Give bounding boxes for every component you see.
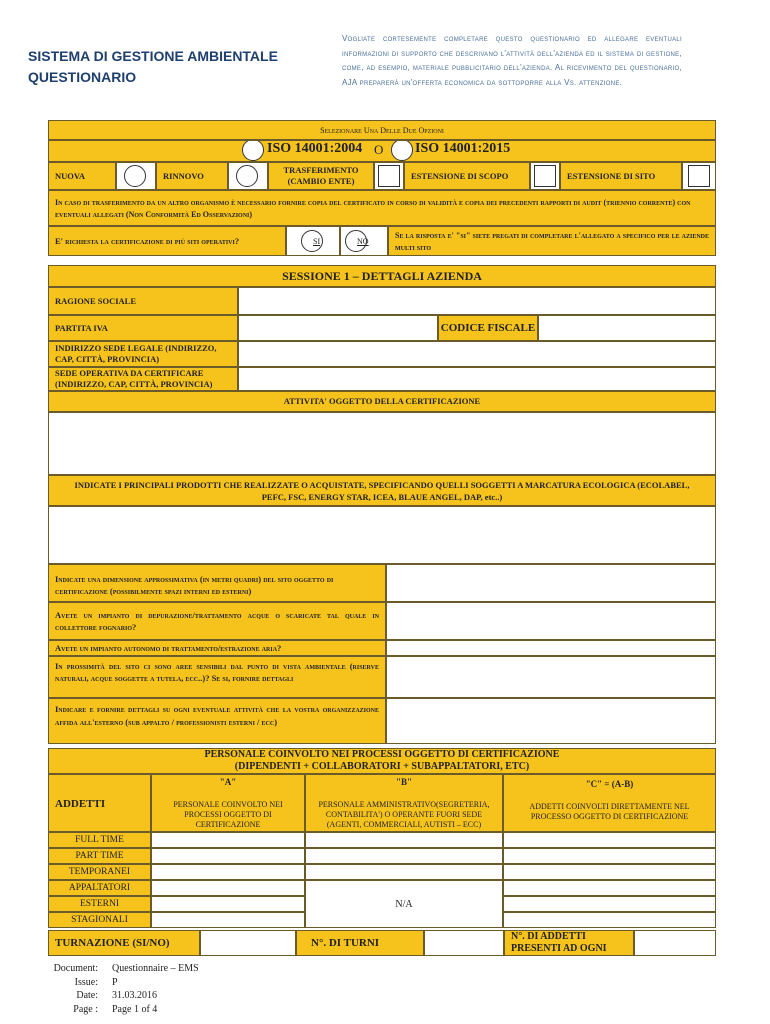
- cell-b-part-time[interactable]: [305, 848, 503, 864]
- iso-2004-label: ISO 14001:2004: [267, 141, 363, 156]
- col-a-header: [151, 774, 305, 832]
- aree-sensibili-question: In prossimità del sito ci sono aree sensibili dal punto di vista ambientale (riserve naturali, acque soggette a tutela, ecc..)? Se si, fornire dettagli: [48, 656, 386, 698]
- ragione-sociale-field[interactable]: [238, 287, 716, 315]
- depurazione-field[interactable]: [386, 602, 716, 640]
- turnazione-label: TURNAZIONE (SI/NO): [48, 930, 200, 956]
- dimensione-field[interactable]: [386, 564, 716, 602]
- codice-fiscale-label: CODICE FISCALE: [438, 315, 538, 341]
- cell-a-appaltatori[interactable]: [151, 880, 305, 896]
- aree-sensibili-field[interactable]: [386, 656, 716, 698]
- footer-page-key: Page :: [73, 1003, 98, 1015]
- cell-c-stagionali[interactable]: [503, 912, 716, 928]
- iso-2015-radio[interactable]: [391, 140, 413, 161]
- footer-document-key: Document:: [53, 963, 98, 974]
- cell-a-stagionali[interactable]: [151, 912, 305, 928]
- trasferimento-label: TRASFERIMENTO (CAMBIO ENTE): [268, 162, 374, 190]
- title-line-2: QUESTIONARIO: [28, 69, 137, 85]
- estensione-sito-choice[interactable]: [682, 162, 716, 190]
- col-b-header: [305, 774, 503, 832]
- cell-a-part-time[interactable]: [151, 848, 305, 864]
- trasferimento-choice[interactable]: [374, 162, 404, 190]
- estensione-scopo-choice[interactable]: [530, 162, 560, 190]
- attivita-label: ATTIVITA' OGGETTO DELLA CERTIFICAZIONE: [48, 391, 716, 412]
- personale-title-line-1: PERSONALE COINVOLTO NEI PROCESSI OGGETTO DI CERTIFICAZIONE: [204, 749, 560, 760]
- sede-operativa-field[interactable]: [238, 367, 716, 391]
- sede-legale-field[interactable]: [238, 341, 716, 367]
- row-label-part-time: PART TIME: [48, 848, 151, 864]
- addetti-label: ADDETTI: [55, 798, 106, 810]
- col-a-desc: PERSONALE COINVOLTO NEI PROCESSI OGGETTO DI CERTIFICAZIONE: [173, 800, 283, 829]
- document-footer: [40, 962, 199, 1016]
- footer-document-value: Questionnaire – EMS: [112, 963, 199, 974]
- personale-title-line-2: (DIPENDENTI + COLLABORATORI + SUBAPPALTATORI, ETC): [234, 761, 530, 772]
- rinnovo-label: RINNOVO: [156, 162, 228, 190]
- trattamento-aria-field[interactable]: [386, 640, 716, 656]
- cell-a-temporanei[interactable]: [151, 864, 305, 880]
- dimensione-question: Indicate una dimensione approssimativa (in metri quadri) del sito oggetto di certificazione (possibilmente spazi interni ed esterni): [48, 564, 386, 602]
- multi-site-question: E' richiesta la certificazione di più siti operativi?: [48, 226, 286, 256]
- turnazione-field[interactable]: [200, 930, 296, 956]
- multi-site-no-choice[interactable]: [340, 226, 388, 256]
- or-label: O: [374, 142, 384, 157]
- rinnovo-choice[interactable]: [228, 162, 268, 190]
- codice-fiscale-field[interactable]: [538, 315, 716, 341]
- ragione-sociale-label: RAGIONE SOCIALE: [48, 287, 238, 315]
- estensione-scopo-checkbox[interactable]: [534, 165, 556, 187]
- row-label-full-time: FULL TIME: [48, 832, 151, 848]
- estensione-sito-checkbox[interactable]: [688, 165, 710, 187]
- prodotti-field[interactable]: [48, 506, 716, 564]
- depurazione-question: Avete un impianto di depurazione/trattamento acque o scaricate tal quale in collettore fognario?: [48, 602, 386, 640]
- esterno-question: Indicare e fornire dettagli su ogni eventuale attività che la vostra organizzazione affida all'esterno (sub appalto / professionisti esterni / ecc): [48, 698, 386, 744]
- nuova-label: NUOVA: [48, 162, 116, 190]
- footer-date-value: 31.03.2016: [112, 990, 157, 1001]
- row-label-appaltatori: APPALTATORI: [48, 880, 151, 896]
- footer-issue-value: P: [112, 976, 118, 988]
- col-b-label: "B": [396, 777, 412, 787]
- iso-2015-label: ISO 14001:2015: [415, 141, 511, 156]
- nuova-radio[interactable]: [124, 165, 146, 187]
- iso-2004-radio[interactable]: [242, 140, 264, 161]
- cell-c-temporanei[interactable]: [503, 864, 716, 880]
- row-label-esterni: ESTERNI: [48, 896, 151, 912]
- multi-site-note: Se la risposta e' "si" siete pregati di completare l'allegato a specifico per le aziende multi sito: [388, 226, 716, 256]
- cell-c-full-time[interactable]: [503, 832, 716, 848]
- footer-page-value: Page 1 of 4: [112, 1003, 158, 1015]
- partita-iva-label: PARTITA IVA: [48, 315, 238, 341]
- col-a-label: "A": [219, 777, 237, 787]
- nuova-choice[interactable]: [116, 162, 156, 190]
- transfer-note: In caso di trasferimento da un altro organismo è necessario fornire copia del certificato in corso di validità e copia dei precedenti rapporti di audit (triennio corrente) con eventuali allegati (Non Conformità Ed Osservazioni): [48, 190, 716, 226]
- trasferimento-checkbox[interactable]: [378, 165, 400, 187]
- cell-b-full-time[interactable]: [305, 832, 503, 848]
- esterno-field[interactable]: [386, 698, 716, 744]
- multi-site-si-choice[interactable]: [286, 226, 340, 256]
- document-title: [28, 46, 318, 88]
- intro-text: Vogliate cortesemente completare questo questionario ed allegare eventuali informazioni di supporto che descrivano l'attività dell'azienda ed il sistema di gestione, come, ad esempio, materiale pubblicitario dell'azienda. Al ricevimento del questionario, AJA preparerà un'offerta economica da sottoporre alla Vs. attenzione.: [342, 34, 682, 87]
- title-line-1: SISTEMA DI GESTIONE AMBIENTALE: [28, 48, 278, 64]
- col-c-label: "C" = (A-B): [585, 779, 634, 789]
- n-turni-field[interactable]: [424, 930, 504, 956]
- select-option-label: Selezionare Una Delle Due Opzioni: [48, 120, 716, 140]
- session1-title: SESSIONE 1 – DETTAGLI AZIENDA: [48, 265, 716, 287]
- iso-option-row: [48, 140, 716, 162]
- row-label-temporanei: TEMPORANEI: [48, 864, 151, 880]
- personale-title: [48, 748, 716, 774]
- cell-c-part-time[interactable]: [503, 848, 716, 864]
- n-addetti-field[interactable]: [634, 930, 716, 956]
- partita-iva-field[interactable]: [238, 315, 438, 341]
- attivita-field[interactable]: [48, 412, 716, 475]
- no-label: NO: [357, 237, 369, 246]
- footer-issue-key: Issue:: [74, 976, 98, 988]
- prodotti-label: INDICATE I PRINCIPALI PRODOTTI CHE REALIZZATE O ACQUISTATE, SPECIFICANDO QUELLI SOGGETTI A MARCATURA ECOLOGICA (ECOLABEL, PEFC, FSC, ENERGY STAR, ICEA, BLAUE ANGEL, DAP, etc..): [48, 475, 716, 506]
- cell-b-na: N/A: [305, 880, 503, 928]
- estensione-sito-label: ESTENSIONE DI SITO: [560, 162, 682, 190]
- sede-legale-label: INDIRIZZO SEDE LEGALE (INDIRIZZO, CAP, CITTÀ, PROVINCIA): [48, 341, 238, 367]
- rinnovo-radio[interactable]: [236, 165, 258, 187]
- col-b-desc: PERSONALE AMMINISTRATIVO(SEGRETERIA, CONTABILITA') O OPERANTE FUORI SEDE (AGENTI, COMMERCIALI, AUTISTI – ECC): [318, 800, 490, 829]
- cell-b-temporanei[interactable]: [305, 864, 503, 880]
- cell-c-esterni[interactable]: [503, 896, 716, 912]
- col-c-header: [503, 774, 716, 832]
- row-label-stagionali: STAGIONALI: [48, 912, 151, 928]
- footer-date-key: Date:: [76, 990, 98, 1001]
- n-addetti-label: N°. DI ADDETTI PRESENTI AD OGNI: [504, 930, 634, 956]
- trattamento-aria-question: Avete un impianto autonomo di trattamento/estrazione aria?: [48, 640, 386, 656]
- sede-operativa-label: SEDE OPERATIVA DA CERTIFICARE (INDIRIZZO, CAP, CITTÀ, PROVINCIA): [48, 367, 238, 391]
- col-c-desc: ADDETTI COINVOLTI DIRETTAMENTE NEL PROCESSO OGGETTO DI CERTIFICAZIONE: [529, 802, 690, 821]
- cell-a-full-time[interactable]: [151, 832, 305, 848]
- addetti-header: [48, 774, 151, 832]
- cell-c-appaltatori[interactable]: [503, 880, 716, 896]
- cell-a-esterni[interactable]: [151, 896, 305, 912]
- si-label: SI: [313, 237, 321, 246]
- n-turni-label: N°. DI TURNI: [296, 930, 424, 956]
- estensione-scopo-label: ESTENSIONE DI SCOPO: [404, 162, 530, 190]
